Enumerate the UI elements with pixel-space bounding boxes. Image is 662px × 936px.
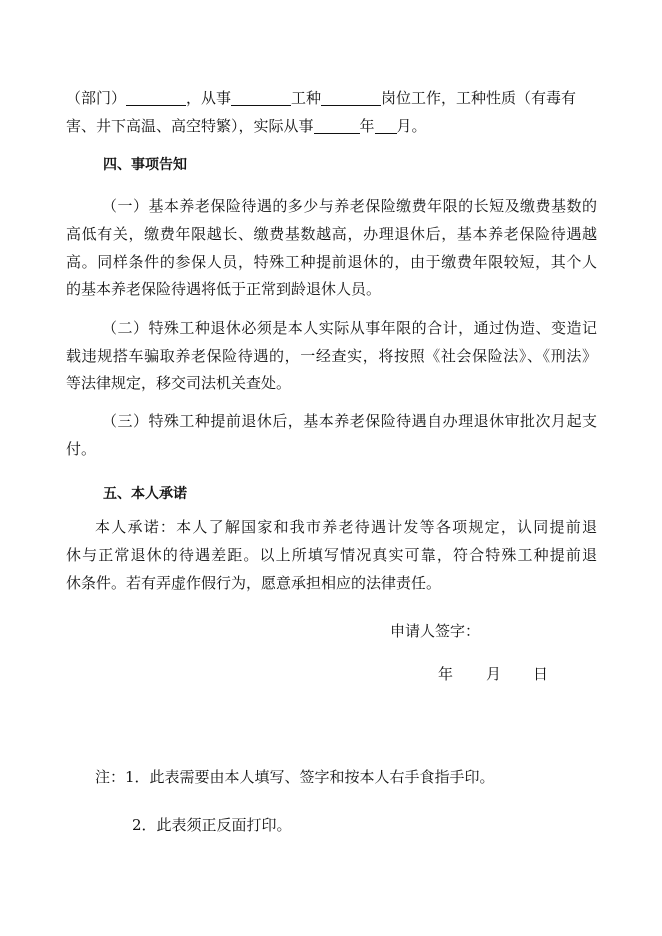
position-label: 岗位工作，工种性质（有毒有 [381,89,577,107]
job-type-label: 工种 [291,89,322,107]
item2-line-1: （二）特殊工种退休必须是本人实际从事年限的合计，通过伪造、变造记 [102,319,597,337]
section5-heading: 五、本人承诺 [103,486,187,502]
department-label: （部门） [66,89,127,107]
note-1: 注：1．此表需要由本人填写、签字和按本人右手食指手印。 [95,768,495,786]
applicant-signature-label: 申请人签字： [390,622,481,640]
years-blank[interactable] [314,118,360,134]
item1-line-1: （一）基本养老保险待遇的多少与养老保险缴费年限的长短及缴费基数的 [102,197,597,215]
item1-line-4: 的基本养老保险待遇将低于正常到龄退休人员。 [66,280,382,298]
item1-line-3: 高。同样条件的参保人员，特殊工种提前退休的，由于缴费年限较短，其个人 [66,253,597,271]
job-type-blank[interactable] [231,90,291,106]
promise-line-3: 休条件。若有弄虚作假行为，愿意承担相应的法律责任。 [66,574,442,592]
work-nature-text: 害、井下高温、高空特繁），实际从事 [66,117,314,135]
position-blank[interactable] [321,90,381,106]
item3-line-2: 付。 [66,440,97,458]
work-info-line-1 [66,88,576,108]
engaged-in-label: ，从事 [186,89,232,107]
promise-line-1: 本人承诺：本人了解国家和我市养老待遇计发等各项规定，认同提前退 [95,518,597,536]
note-2: 2．此表须正反面打印。 [132,816,292,834]
month-label: 月。 [396,117,427,135]
date-year-label: 年 [438,665,454,683]
date-day-label: 日 [533,665,549,683]
section4-heading: 四、事项告知 [103,157,187,173]
item3-line-1: （三）特殊工种提前退休后，基本养老保险待遇自办理退休审批次月起支 [102,412,597,430]
item2-line-3: 等法律规定，移交司法机关查处。 [66,374,292,392]
promise-line-2: 休与正常退休的待遇差距。以上所填写情况真实可靠，符合特殊工种提前退 [66,546,597,564]
item1-line-2: 高低有关，缴费年限越长、缴费基数越高，办理退休后，基本养老保险待遇越 [66,225,597,243]
year-label: 年 [359,117,375,135]
work-info-line-2 [66,116,427,136]
months-blank[interactable] [375,118,397,134]
item2-line-2: 载违规搭车骗取养老保险待遇的，一经查实，将按照《社会保险法》、《刑法》 [66,347,597,365]
date-month-label: 月 [486,665,502,683]
department-blank[interactable] [126,90,186,106]
